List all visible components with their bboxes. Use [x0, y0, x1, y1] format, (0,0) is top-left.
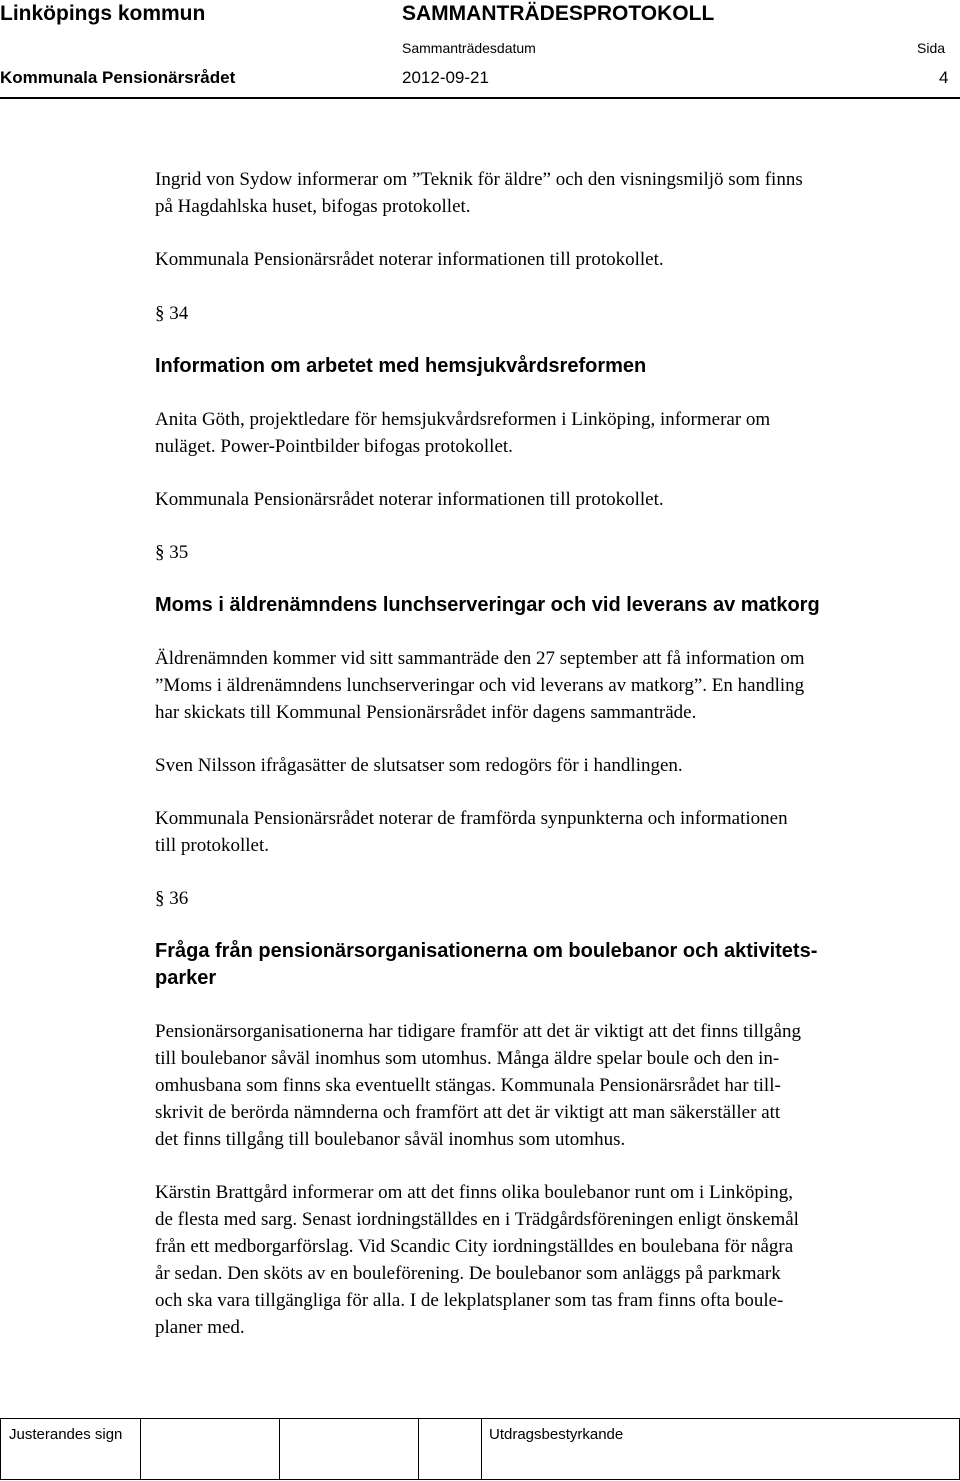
sign-cell	[418, 1419, 482, 1479]
section-number: § 34	[155, 303, 189, 324]
utdragsbestyrkande-label: Utdragsbestyrkande	[489, 1426, 624, 1443]
sign-cell	[279, 1419, 419, 1479]
sign-cell	[140, 1419, 280, 1479]
section-paragraph: Kommunala Pensionärsrådet noterar de framförda synpunkterna och informationen till protokollet.	[155, 808, 788, 856]
section-34	[155, 300, 955, 513]
section-title: Fråga från pensionärsorganisationerna om boulebanor och aktivitets- parker	[155, 940, 818, 989]
section-paragraph: Anita Göth, projektledare för hemsjukvårdsreformen i Linköping, informerar om nuläget. Power-Pointbilder bifogas protokollet.	[155, 409, 771, 457]
section-title: Information om arbetet med hemsjukvårdsreformen	[155, 355, 647, 377]
municipality-name: Linköpings kommun	[0, 2, 206, 25]
section-paragraph: Pensionärsorganisationerna har tidigare framför att det är viktigt att det finns tillgång till boulebanor såväl inomhus som utomhus. Många äldre spelar boule och den in- omhusbana som finns ska eventuellt stängas. Kommunala Pensionärsrådet har till- skrivit de berörda nämnderna och framfört att det är viktigt att man säkerställer att det finns tillgång till boulebanor såväl inomhus som utomhus.	[155, 1021, 801, 1150]
justerandes-sign-label: Justerandes sign	[9, 1426, 123, 1443]
section-number: § 35	[155, 542, 189, 563]
page-number: 4	[939, 68, 949, 87]
organization-name: Kommunala Pensionärsrådet	[0, 68, 236, 87]
intro-note: Kommunala Pensionärsrådet noterar informationen till protokollet.	[155, 249, 664, 270]
section-paragraph: Kommunala Pensionärsrådet noterar informationen till protokollet.	[155, 489, 664, 510]
section-title: Moms i äldrenämndens lunchserveringar och vid leverans av matkorg	[155, 594, 820, 616]
section-paragraph: Äldrenämnden kommer vid sitt sammanträde den 27 september att få information om ”Moms i äldrenämndens lunchserveringar och vid leverans av matkorg”. En handling har skickats till Kommunal Pensionärsrådet inför dagens sammanträde.	[155, 648, 805, 723]
page-label: Sida	[917, 40, 946, 56]
header-divider	[0, 97, 960, 99]
extract-cell	[481, 1419, 959, 1479]
section-paragraph: Kärstin Brattgård informerar om att det finns olika boulebanor runt om i Linköping, de flesta med sarg. Senast iordningställdes en i Trädgårdsföreningen enligt önskemål från ett medborgarförslag. Vid Scandic City iordningställdes en boulebana för några år sedan. Den sköts av en bouleförening. De boulebanor som anläggs på parkmark och ska vara tillgängliga för alla. I de lekplatsplaner som tas fram finns ofta boule- planer med.	[155, 1182, 799, 1338]
sign-cell	[1, 1419, 141, 1479]
section-36	[155, 885, 955, 1341]
meeting-date-label: Sammanträdesdatum	[402, 40, 536, 56]
signature-footer	[0, 1418, 960, 1480]
section-35	[155, 539, 955, 859]
intro-paragraph: Ingrid von Sydow informerar om ”Teknik för äldre” och den visningsmiljö som finns på Hagdahlska huset, bifogas protokollet.	[155, 169, 803, 217]
document-type: SAMMANTRÄDESPROTOKOLL	[402, 2, 715, 25]
meeting-date: 2012-09-21	[402, 68, 489, 87]
section-number: § 36	[155, 888, 189, 909]
section-paragraph: Sven Nilsson ifrågasätter de slutsatser som redogörs för i handlingen.	[155, 755, 683, 776]
protocol-body	[155, 166, 955, 1341]
